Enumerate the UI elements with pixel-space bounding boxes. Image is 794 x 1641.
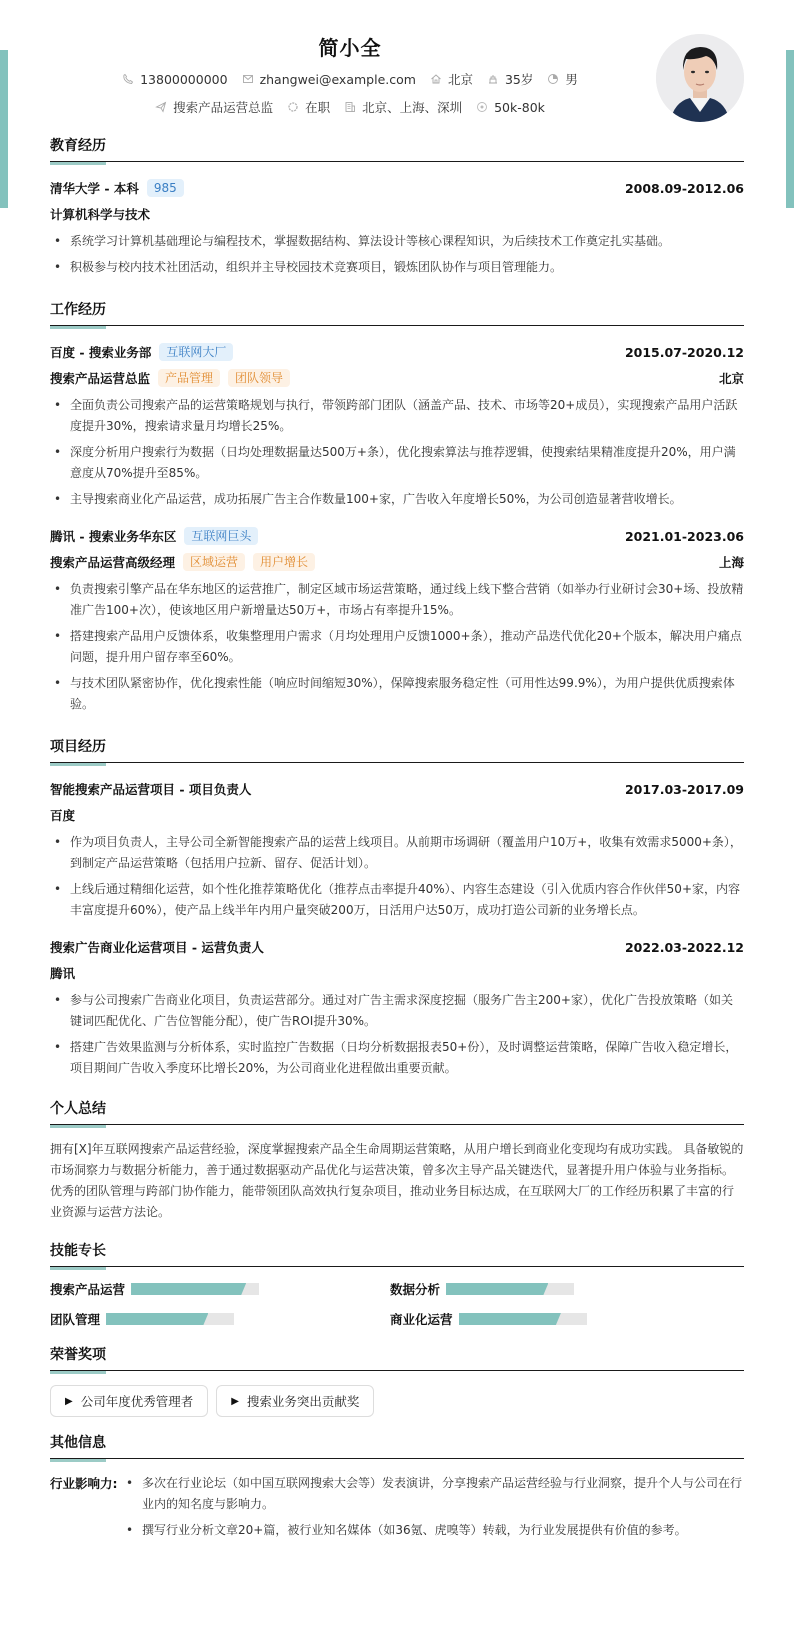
work-location: 上海 (718, 555, 744, 570)
contact-location: 北京 (430, 70, 473, 88)
section-title: 技能专长 (50, 1241, 744, 1267)
bullet-item: • 主导搜索商业化产品运营，成功拓展广告主合作数量100+家，广告收入年度增长50%，为公司创造显著营收增长。 (50, 489, 744, 510)
skill-bar (131, 1283, 259, 1295)
section-title: 教育经历 (50, 136, 744, 162)
contact-gender: 男 (547, 70, 578, 88)
bullet-item: • 积极参与校内技术社团活动，组织并主导校园技术竞赛项目，锻炼团队协作与项目管理能力。 (50, 257, 744, 278)
contact-cities: 北京、上海、深圳 (344, 98, 462, 116)
bullet-item: • 参与公司搜索广告商业化项目，负责运营部分。通过对广告主需求深度挖掘（服务广告主200+家），优化广告投放策略（如关键词匹配优化、广告位智能分配），使广告ROI提升30%。 (50, 990, 744, 1032)
city-icon (344, 101, 356, 113)
skill-name: 商业化运营 (390, 1312, 453, 1327)
other-info-label: 行业影响力: (50, 1476, 118, 1491)
section-title: 工作经历 (50, 300, 744, 326)
bullet-item: • 上线后通过精细化运营，如个性化推荐策略优化（推荐点击率提升40%）、内容生态建设（引入优质内容合作伙伴50+家，内容丰富度提升60%），使产品上线半年内用户量突破200万，日活用户达50万，成功打造公司新的业务增长点。 (50, 879, 744, 921)
contact-position: 搜索产品运营总监 (155, 98, 273, 116)
role-tag: 团队领导 (228, 369, 290, 387)
contact-row-1 (0, 70, 700, 88)
bullet-item: • 负责搜索引擎产品在华东地区的运营推广，制定区域市场运营策略，通过线上线下整合营销（如举办行业研讨会30+场、投放精准广告100+次），使该地区用户新增量达50万+，市场占有率提升15%。 (50, 579, 744, 621)
work-location: 北京 (718, 371, 744, 386)
other-info-row (50, 1473, 744, 1546)
project-name: 智能搜索产品运营项目 - 项目负责人 (50, 782, 252, 797)
contact-age: 35岁 (487, 70, 533, 88)
section-other (50, 1433, 744, 1546)
resume-header (0, 14, 794, 134)
company-tag: 互联网巨头 (184, 527, 258, 545)
work-period: 2021.01-2023.06 (624, 528, 744, 544)
skill-bar (459, 1313, 587, 1325)
bullet-item: • 系统学习计算机基础理论与编程技术，掌握数据结构、算法设计等核心课程知识，为后续技术工作奠定扎实基础。 (50, 231, 744, 252)
skill-item (390, 1281, 730, 1297)
work-entry (50, 524, 744, 715)
job-role: 搜索产品运营总监 (50, 371, 151, 386)
status-icon (287, 101, 299, 113)
role-tag: 产品管理 (158, 369, 220, 387)
bullet-item: • 与技术团队紧密协作，优化搜索性能（响应时间缩短30%），保障搜索服务稳定性（可用性达99.9%），为用户提供优质搜索体验。 (50, 673, 744, 715)
resume-body (50, 136, 744, 1560)
project-org: 百度 (50, 808, 76, 823)
award-chip: ▶ 搜索业务突出贡献奖 (216, 1385, 374, 1417)
triangle-right-icon: ▶ (65, 1395, 73, 1407)
section-title: 其他信息 (50, 1433, 744, 1459)
position-icon (155, 101, 167, 113)
contact-status: 在职 (287, 98, 330, 116)
major: 计算机科学与技术 (50, 207, 151, 222)
section-education (50, 136, 744, 278)
summary-text: 拥有[X]年互联网搜索产品运营经验，深度掌握搜索产品全生命周期运营策略，从用户增长到商业化变现均有成功实践。 具备敏锐的市场洞察力与数据分析能力，善于通过数据驱动产品优化与运营决策，曾多次主导产品关键迭代，显著提升用户体验与业务指标。 优秀的团队管理与跨部门协作能力，能带领团队高效执行复杂项目，推动业务目标达成，在互联网大厂的工作经历积累了丰富的行业资源与运营方法论。 (50, 1142, 744, 1219)
education-period: 2008.09-2012.06 (624, 180, 744, 196)
role-tag: 用户增长 (253, 553, 315, 571)
role-tag: 区域运营 (183, 553, 245, 571)
contact-phone: 13800000000 (122, 72, 227, 87)
home-icon (430, 73, 442, 85)
work-period: 2015.07-2020.12 (624, 344, 744, 360)
skill-bar-fill (446, 1283, 548, 1295)
contact-salary: 50k-80k (476, 100, 545, 115)
contact-email: zhangwei@example.com (242, 72, 416, 87)
company-name: 百度 - 搜索业务部 (50, 345, 152, 360)
section-awards (50, 1345, 744, 1417)
skill-item (50, 1281, 390, 1297)
skill-bar-fill (459, 1313, 561, 1325)
skill-item (390, 1311, 730, 1327)
section-title: 荣誉奖项 (50, 1345, 744, 1371)
avatar (656, 34, 744, 122)
triangle-right-icon: ▶ (231, 1395, 239, 1407)
education-entry (50, 176, 744, 278)
skill-bar (106, 1313, 234, 1325)
skill-bar (446, 1283, 574, 1295)
bullet-item: • 搭建广告效果监测与分析体系，实时监控广告数据（日均分析数据报表50+份），及时调整运营策略，保障广告收入稳定增长，项目期间广告收入季度环比增长20%，为公司商业化进程做出重要贡献。 (50, 1037, 744, 1079)
section-projects (50, 737, 744, 1079)
skill-item (50, 1311, 390, 1327)
skill-name: 数据分析 (390, 1282, 441, 1297)
phone-icon (122, 73, 134, 85)
skill-bar-fill (106, 1313, 208, 1325)
project-org: 腾讯 (50, 966, 76, 981)
candidate-name: 简小全 (318, 36, 382, 60)
bullet-item: • 作为项目负责人，主导公司全新智能搜索产品的运营上线项目。从前期市场调研（覆盖用户10万+，收集有效需求5000+条），到制定产品运营策略（包括用户拉新、留存、促活计划）。 (50, 832, 744, 874)
project-period: 2022.03-2022.12 (624, 939, 744, 955)
salary-icon (476, 101, 488, 113)
award-chip: ▶ 公司年度优秀管理者 (50, 1385, 208, 1417)
gender-icon (547, 73, 559, 85)
project-period: 2017.03-2017.09 (624, 781, 744, 797)
section-skills (50, 1241, 744, 1327)
section-title: 项目经历 (50, 737, 744, 763)
company-name: 腾讯 - 搜索业务华东区 (50, 529, 177, 544)
work-entry (50, 340, 744, 510)
skill-name: 团队管理 (50, 1312, 101, 1327)
school-tag: 985 (147, 179, 184, 197)
bullet-item: • 深度分析用户搜索行为数据（日均处理数据量达500万+条），优化搜索算法与推荐逻辑，使搜索结果精准度提升20%，用户满意度从70%提升至85%。 (50, 442, 744, 484)
school-name: 清华大学 - 本科 (50, 181, 139, 196)
contact-row-2 (0, 98, 700, 116)
education-bullets (50, 231, 744, 278)
avatar-photo (656, 34, 744, 122)
bullet-item: • 多次在行业论坛（如中国互联网搜索大会等）发表演讲，分享搜索产品运营经验与行业洞察，提升个人与公司在行业内的知名度与影响力。 (122, 1473, 744, 1515)
section-title: 个人总结 (50, 1099, 744, 1125)
project-name: 搜索广告商业化运营项目 - 运营负责人 (50, 940, 264, 955)
age-icon (487, 73, 499, 85)
skills-grid (50, 1281, 744, 1327)
section-summary (50, 1099, 744, 1223)
bullet-item: • 全面负责公司搜索产品的运营策略规划与执行，带领跨部门团队（涵盖产品、技术、市场等20+成员），实现搜索产品用户活跃度提升30%，搜索请求量月均增长25%。 (50, 395, 744, 437)
bullet-item: • 撰写行业分析文章20+篇，被行业知名媒体（如36氪、虎嗅等）转载，为行业发展提供有价值的参考。 (122, 1520, 744, 1541)
bullet-item: • 搭建搜索产品用户反馈体系，收集整理用户需求（月均处理用户反馈1000+条），推动产品迭代优化20+个版本，解决用户痛点问题，提升用户留存率至60%。 (50, 626, 744, 668)
project-entry (50, 777, 744, 921)
job-role: 搜索产品运营高级经理 (50, 555, 176, 570)
skill-bar-fill (131, 1283, 246, 1295)
skill-name: 搜索产品运营 (50, 1282, 126, 1297)
project-entry (50, 935, 744, 1079)
section-work (50, 300, 744, 715)
company-tag: 互联网大厂 (159, 343, 233, 361)
mail-icon (242, 73, 254, 85)
